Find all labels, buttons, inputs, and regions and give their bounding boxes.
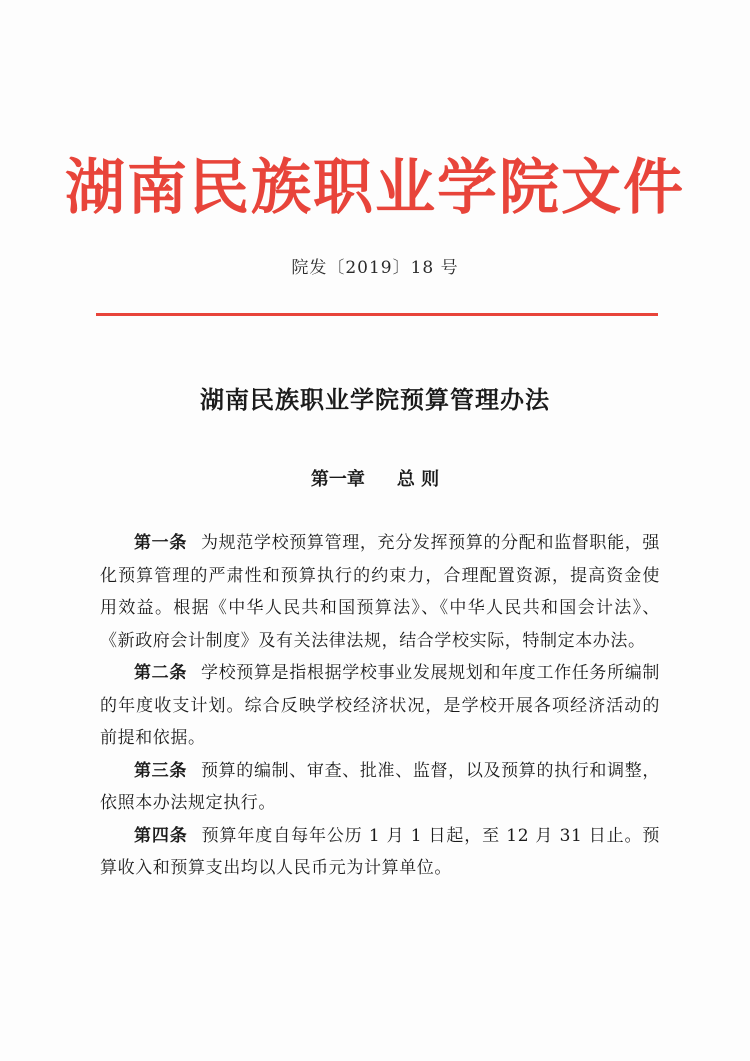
article-text: 学校预算是指根据学校事业发展规划和年度工作任务所编制的年度收支计划。综合反映学校经济状况，是学校开展各项经济活动的前提和依据。 <box>100 663 660 748</box>
article-paragraph <box>100 820 660 885</box>
issuer-header-title: 湖南民族职业学院文件 <box>65 153 685 223</box>
article-paragraph <box>100 527 660 657</box>
article-text: 预算年度自每年公历 1 月 1 日起，至 12 月 31 日止。预算收入和预算支出均以人民币元为计算单位。 <box>100 825 660 878</box>
red-separator-line <box>96 313 658 316</box>
article-text: 预算的编制、审查、批准、监督，以及预算的执行和调整，依照本办法规定执行。 <box>100 760 660 813</box>
article-text: 为规范学校预算管理，充分发挥预算的分配和监督职能，强化预算管理的严肃性和预算执行的约束力，合理配置资源，提高资金使用效益。根据《中华人民共和国预算法》、《中华人民共和国会计法》、《新政府会计制度》及有关法律法规，结合学校实际，特制定本办法。 <box>100 533 660 651</box>
chapter-number: 第一章 <box>310 469 365 490</box>
document-body <box>100 527 660 885</box>
chapter-name: 总 则 <box>396 469 440 490</box>
article-label: 第四条 <box>134 825 188 846</box>
article-paragraph <box>100 755 660 820</box>
article-label: 第一条 <box>134 533 187 553</box>
article-paragraph <box>100 657 660 755</box>
document-title: 湖南民族职业学院预算管理办法 <box>200 385 550 414</box>
chapter-heading <box>0 465 750 491</box>
article-label: 第三条 <box>134 760 187 781</box>
article-label: 第二条 <box>134 663 187 683</box>
document-number: 院发〔2019〕18 号 <box>291 258 459 278</box>
